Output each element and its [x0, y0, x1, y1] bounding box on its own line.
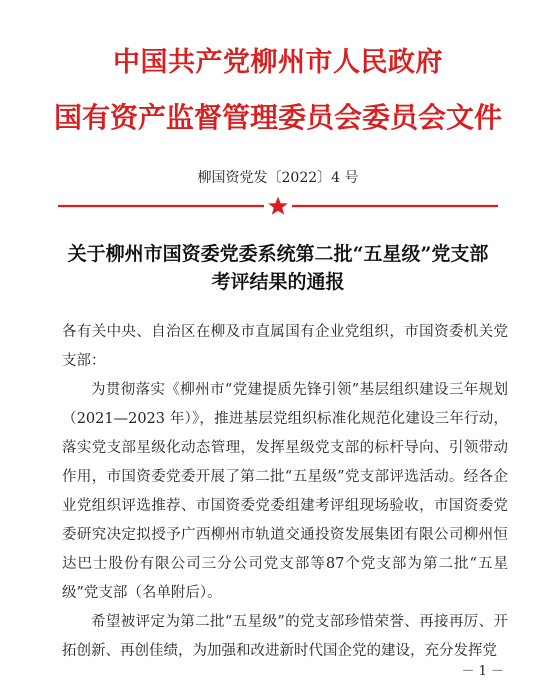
- issuer-header-line2: 国有资产监督管理委员会委员会文件: [53, 101, 502, 134]
- document-number: 柳国资党发〔2022〕4 号: [197, 170, 359, 186]
- body-paragraph-1: 为贯彻落实《柳州市“党建提质先锋引领”基层组织建设三年规划（2021—2023 年）》，推进基层党组织标准化规范化建设三年行动，落实党支部星级化动态管理，发挥星级党支部的标杆导向、引领带动作用，市国资委党委开展了第二批“五星级”党支部评选活动。经各企业党组织评选推荐、市国资委党委组建考评组现场验收，市国资委党委研究决定拟授予广西柳州市轨道交通投资发展集团有限公司柳州恒达巴士股份有限公司三分公司党支部等87个党支部为第二批“五星级”党支部（名单附后）。: [62, 382, 508, 601]
- body-paragraph-2: 希望被评定为第二批“五星级”的党支部珍惜荣誉、再接再厉、开拓创新、再创佳绩，为加强和改进新时代国企党的建设，充分发挥党: [62, 614, 508, 659]
- document-title-line1: 关于柳州市国资委党委系统第二批“五星级”党支部: [67, 243, 489, 265]
- document-title: [0, 240, 556, 296]
- addressee: 各有关中央、自治区在柳及市直属国有企业党组织，市国资委机关党支部：: [62, 324, 508, 369]
- star-icon: [268, 197, 288, 215]
- red-separator-rule: [58, 196, 498, 216]
- page-number: － 1 －: [461, 664, 504, 679]
- issuer-header-line1: 中国共产党柳州市人民政府: [113, 47, 443, 78]
- document-title-line2: 考评结果的通报: [211, 271, 345, 293]
